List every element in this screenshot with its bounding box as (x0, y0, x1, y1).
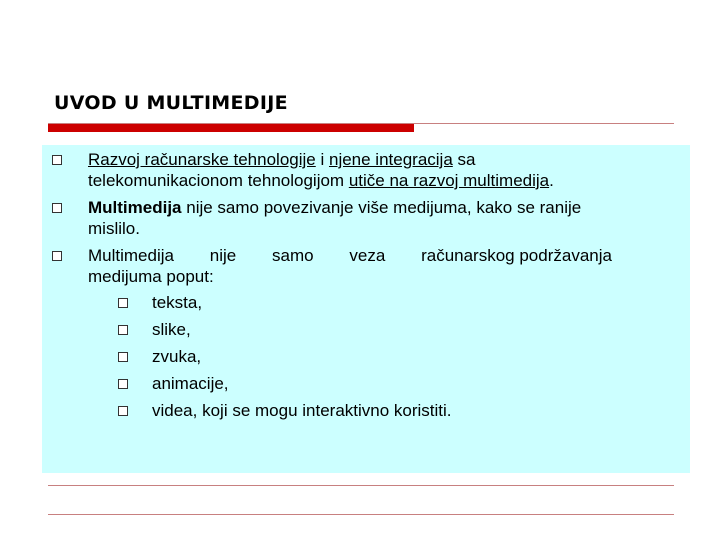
bullet-3-line-1 (88, 245, 612, 266)
bullet-1-underlined-text-1: Razvoj računarske tehnologije (88, 150, 316, 169)
sub-bullet-text-5: videa, koji se mogu interaktivno koristiti. (152, 401, 452, 420)
bullet-1-underlined-text-3: njene integracija (328, 150, 453, 169)
bullet-2-bold-term: Multimedija (88, 198, 182, 217)
sub-bullet-text-1: teksta, (152, 293, 203, 312)
bullet-1-text-7: . (549, 171, 554, 190)
sub-bullet-marker-2 (118, 325, 128, 335)
sub-bullet-marker-3 (118, 352, 128, 362)
title-underline-accent (48, 124, 414, 132)
bullet-3-word-3: samo (272, 246, 314, 265)
bullet-3-line-2: medijuma poput: (88, 267, 214, 286)
sub-bullet-text-3: zvuka, (152, 347, 202, 366)
bullet-2-text: nije samo povezivanje više medijuma, kako se ranije (181, 198, 582, 217)
bullet-1-line-1 (88, 149, 475, 170)
bullet-3-word-5: računarskog podržavanja (421, 246, 612, 265)
bullet-2-line-1 (88, 197, 581, 218)
bullet-1-underlined-text-6: utiče na razvoj multimedija (348, 171, 550, 190)
bullet-marker-3 (52, 251, 62, 261)
bullet-1-line-2 (88, 170, 554, 191)
bullet-1-text-4: sa (452, 150, 476, 169)
sub-bullet-marker-1 (118, 298, 128, 308)
bullet-3-word-4: veza (349, 246, 386, 265)
bullet-2-line-2: mislilo. (88, 219, 140, 238)
content-panel (42, 145, 690, 473)
bullet-marker-2 (52, 203, 62, 213)
bullet-1-text-5: telekomunikacionom tehnologijom (88, 171, 349, 190)
bullet-marker-1 (52, 155, 62, 165)
sub-bullet-text-4: animacije, (152, 374, 229, 393)
sub-bullet-text-2: slike, (152, 320, 191, 339)
bottom-rule-2 (48, 514, 674, 515)
sub-bullet-marker-5 (118, 406, 128, 416)
slide-title: UVOD U MULTIMEDIJE (54, 92, 288, 114)
bullet-1-text-2: i (315, 150, 329, 169)
sub-bullet-marker-4 (118, 379, 128, 389)
bottom-rule-1 (48, 485, 674, 486)
bullet-3-word-2: nije (209, 246, 237, 265)
bullet-3-word-1: Multimedija (88, 246, 174, 265)
